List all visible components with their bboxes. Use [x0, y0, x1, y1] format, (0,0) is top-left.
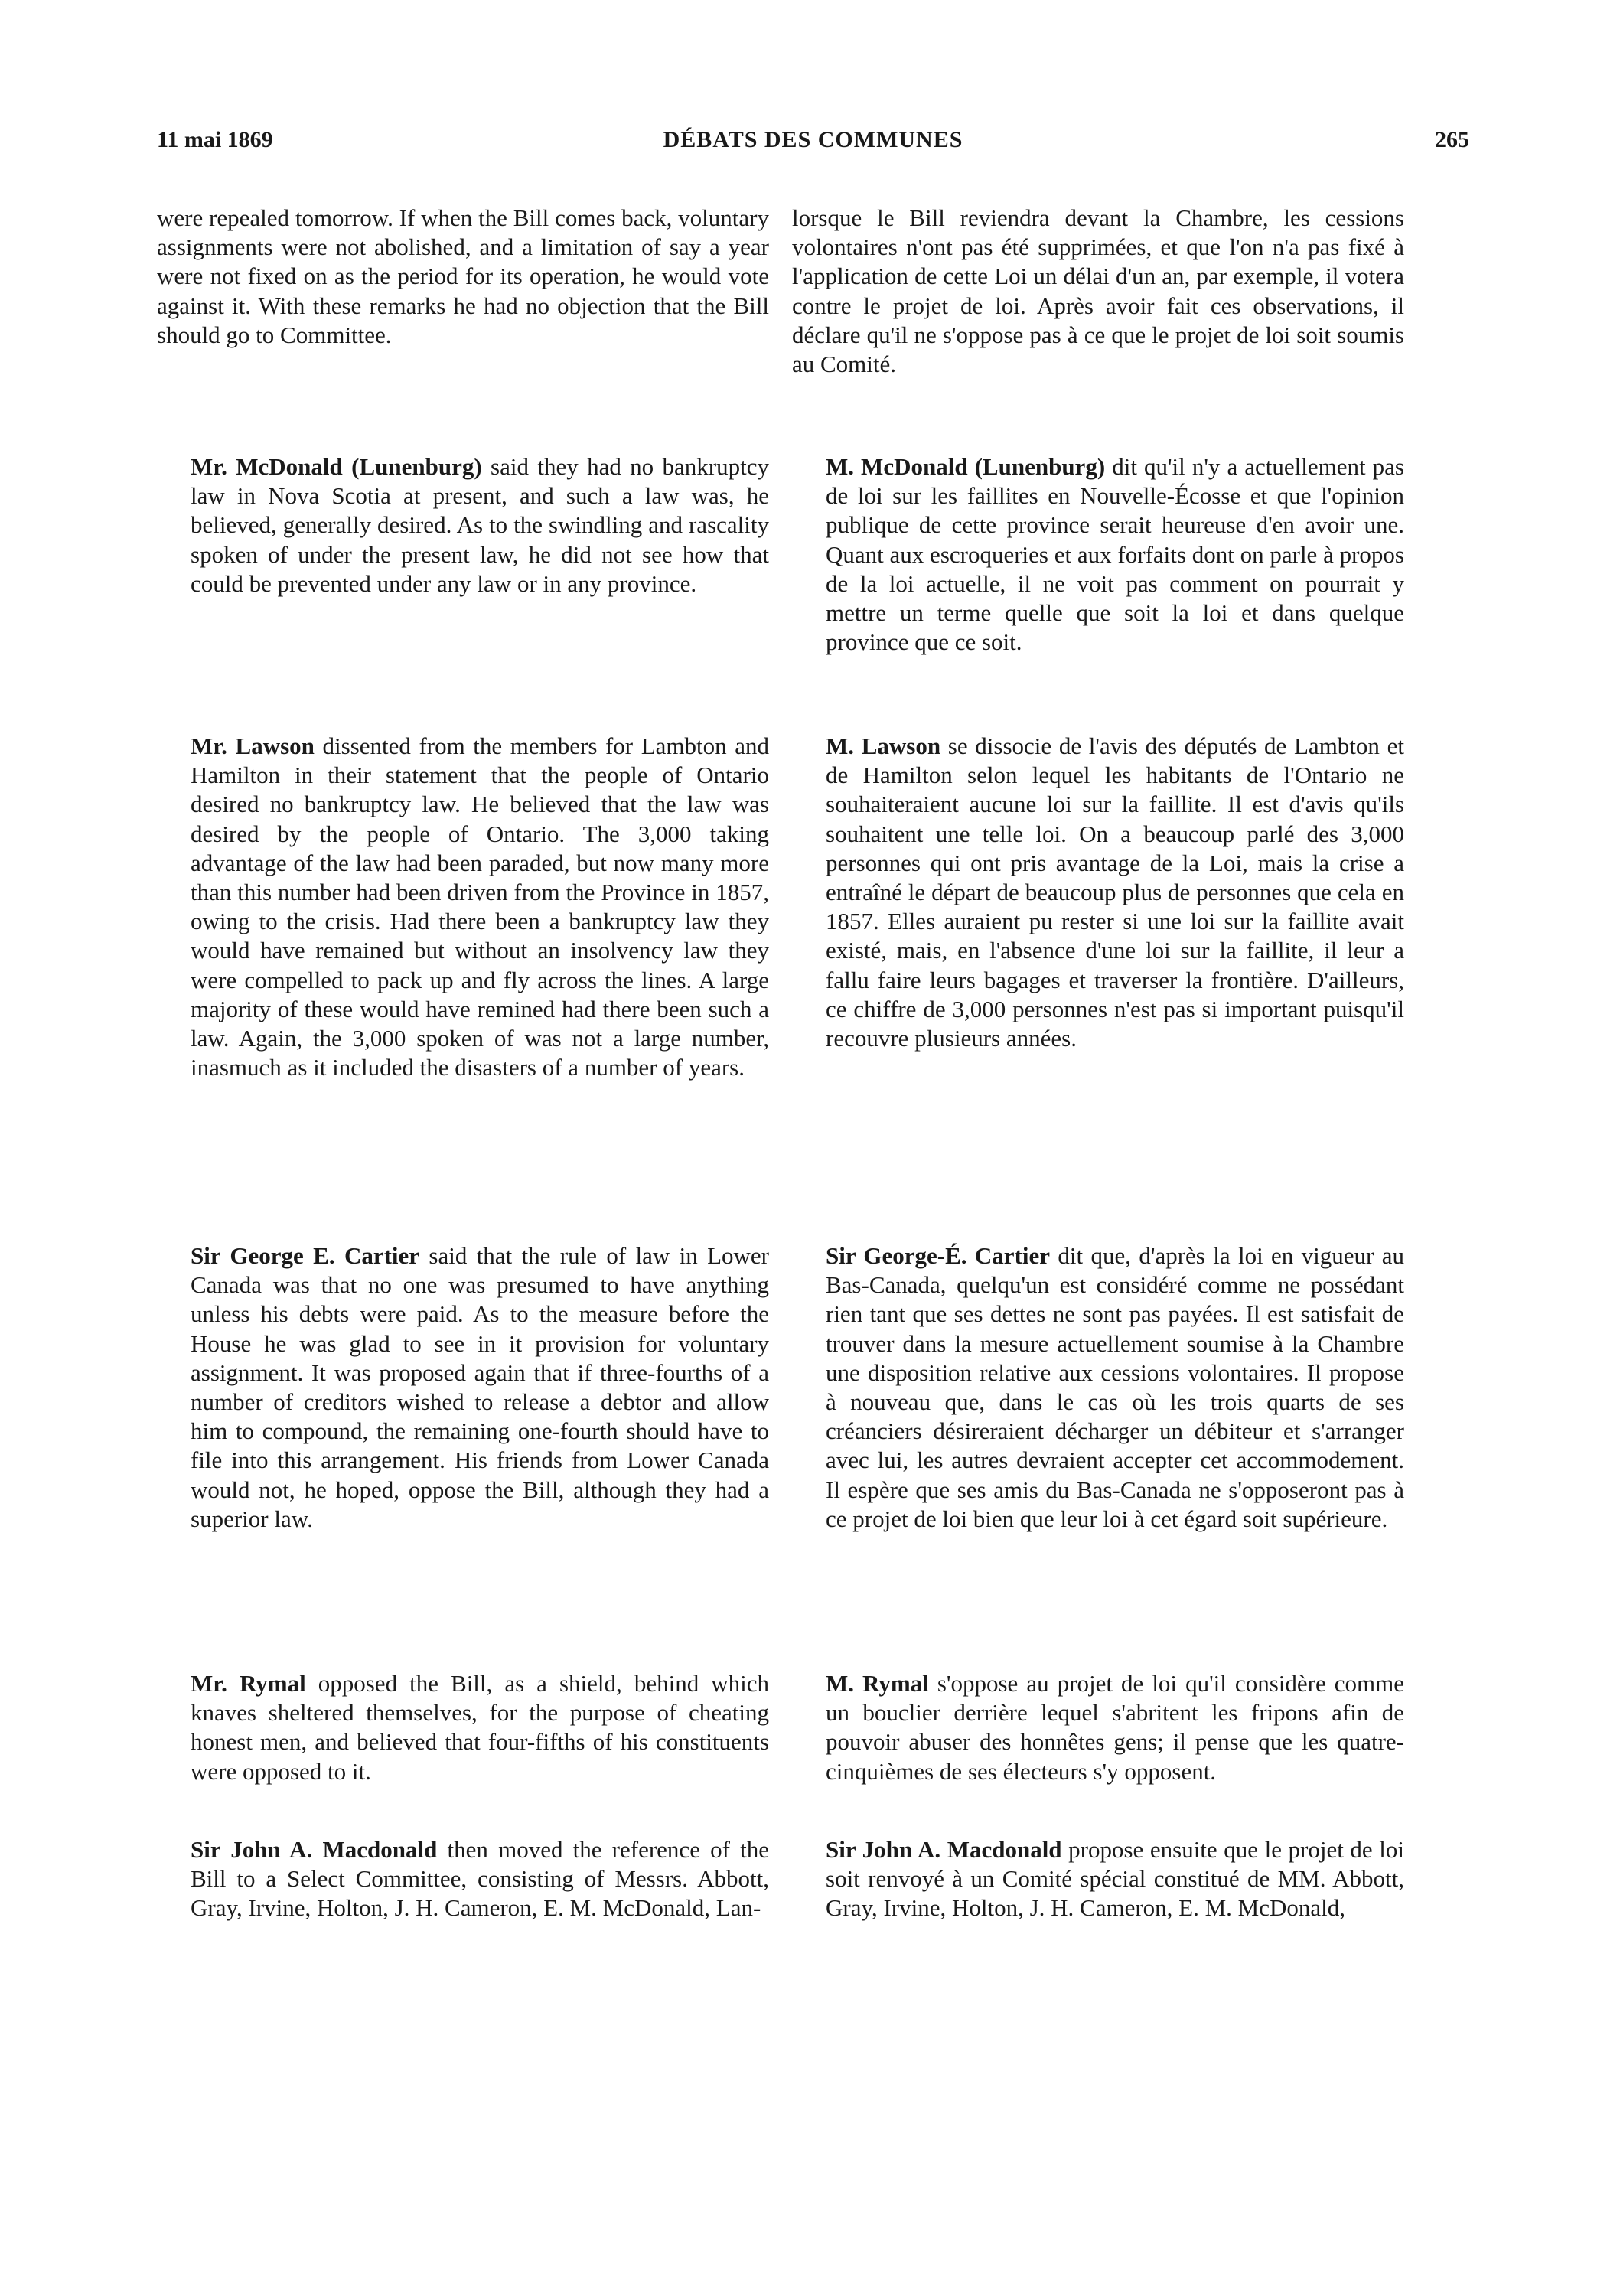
paragraph-text: lorsque le Bill reviendra devant la Chambre, les cessions volontaires n'ont pas été supprimées, et que l'on n'a pas fixé à l'application de cette Loi un délai d'un an, par exemple, il votera contre le projet de loi. Après avoir fait ces observations, il déclare qu'il ne s'oppose pas à ce que le projet de loi soit soumis au Comité. [792, 204, 1404, 378]
french-paragraph-4 [792, 1241, 1404, 1534]
french-paragraph-1 [792, 204, 1404, 379]
french-paragraph-2 [792, 452, 1404, 657]
english-paragraph-2 [157, 452, 769, 598]
speaker-name: Mr. Lawson [191, 732, 315, 759]
paragraph-text: dit qu'il n'y a actuellement pas de loi sur les faillites en Nouvelle-Écosse et que l'opinion publique de cette province serait heureuse d'en avoir une. Quant aux escroqueries et aux forfaits dont on parle à propos de la loi actuelle, il ne voit pas comment on pourrait y mettre un terme quelle que soit la loi et dans quelque province que ce soit. [826, 453, 1404, 656]
paragraph-text: s'oppose au projet de loi qu'il considère comme un bouclier derrière lequel s'abritent les fripons afin de pouvoir abuser des honnêtes gens; il pense que les quatre-cinquièmes de ses électeurs s'y opposent. [826, 1670, 1405, 1785]
paragraph-text: propose ensuite que le projet de loi soit renvoyé à un Comité spécial constitué de MM. Abbott, Gray, Irvine, Holton, J. H. Cameron, E. M. McDonald, [826, 1836, 1404, 1922]
speaker-name: Sir John A. Macdonald [826, 1836, 1062, 1863]
french-paragraph-3 [792, 732, 1404, 1053]
paragraph-text: se dissocie de l'avis des députés de Lambton et de Hamilton selon lequel les habitants de l'Ontario ne souhaiteraient aucune loi sur la faillite. Il est d'avis qu'ils souhaitent une telle loi. On a beaucoup parlé des 3,000 personnes qui ont pris avantage de la Loi, mais la crise a entraîné le départ de beaucoup plus de personnes que cela en 1857. Elles auraient pu rester si une loi sur la faillite avait existé, mais, en l'absence d'une loi sur la faillite, il leur a fallu faire leurs bagages et traverser la frontière. D'ailleurs, ce chiffre de 3,000 personnes n'est pas si important puisqu'il recouvre plusieurs années. [826, 732, 1404, 1052]
speaker-name: M. Lawson [826, 732, 941, 759]
paragraph-text: said that the rule of law in Lower Canada was that no one was presumed to have anything unless his debts were paid. As to the measure before the House he was glad to see in it provision for voluntary assignment. It was proposed again that if three-fourths of a number of creditors wished to release a debtor and allow him to compound, the remaining one-fourth should have to file into this arrangement. His friends from Lower Canada would not, he hoped, oppose the Bill, although they had a superior law. [191, 1242, 769, 1532]
english-paragraph-1 [157, 204, 769, 350]
french-paragraph-5 [792, 1669, 1404, 1786]
paragraph-text: dit que, d'après la loi en vigueur au Bas-Canada, quelqu'un est considéré comme ne possédant rien tant que ses dettes ne sont pas payées. Il est satisfait de trouver dans la mesure actuellement soumise à la Chambre une disposition relative aux cessions volontaires. Il propose à nouveau que, dans le cas où les trois quarts de ses créanciers désireraient décharger un débiteur et s'arranger avec lui, les autres devraient accepter cet accommodement. Il espère que ses amis du Bas-Canada ne s'opposeront pas à ce projet de loi bien que leur loi à cet égard soit supérieure. [826, 1242, 1404, 1532]
paragraph-text: said they had no bankruptcy law in Nova Scotia at present, and such a law was, he believed, generally desired. As to the swindling and rascality spoken of under the present law, he did not see how that could be prevented under any law or in any province. [191, 453, 769, 597]
speaker-name: Mr. McDonald (Lunenburg) [191, 453, 482, 480]
english-paragraph-5 [157, 1669, 769, 1786]
paragraph-text: were repealed tomorrow. If when the Bill comes back, voluntary assignments were not abolished, and a limitation of say a year were not fixed on as the period for its operation, he would vote against it. With these remarks he had no objection that the Bill should go to Committee. [157, 204, 769, 348]
paragraph-text: opposed the Bill, as a shield, behind which knaves sheltered themselves, for the purpose of cheating honest men, and believed that four-fifths of his constituents were opposed to it. [191, 1670, 769, 1785]
speaker-name: Sir John A. Macdonald [191, 1836, 438, 1863]
paragraph-text: dissented from the members for Lambton and Hamilton in their statement that the people of Ontario desired no bankruptcy law. He believed that the law was desired by the people of Ontario. The 3,000 taking advantage of the law had been paraded, but now many more than this number had been driven from the Province in 1857, owing to the crisis. Had there been a bankruptcy law they would have remained but without an insolvency law they were compelled to pack up and fly across the lines. A large majority of these would have remined had there been such a law. Again, the 3,000 spoken of was not a large number, inasmuch as it included the disasters of a number of years. [191, 732, 769, 1081]
header-title: DÉBATS DES COMMUNES [663, 127, 963, 152]
header-page-number: 265 [1435, 127, 1469, 152]
paragraph-text: then moved the reference of the Bill to a Select Committee, consisting of Messrs. Abbott, Gray, Irvine, Holton, J. H. Cameron, E. M. McDonald, Lan- [191, 1836, 769, 1922]
english-paragraph-3 [157, 732, 769, 1082]
english-paragraph-4 [157, 1241, 769, 1534]
speaker-name: Mr. Rymal [191, 1670, 306, 1697]
page-header [157, 127, 1469, 165]
speaker-name: Sir George E. Cartier [191, 1242, 420, 1269]
speaker-name: M. McDonald (Lunenburg) [826, 453, 1106, 480]
speaker-name: Sir George-É. Cartier [826, 1242, 1051, 1269]
header-date: 11 mai 1869 [157, 127, 273, 152]
speaker-name: M. Rymal [826, 1670, 929, 1697]
french-paragraph-6 [792, 1835, 1404, 1923]
english-paragraph-6 [157, 1835, 769, 1923]
